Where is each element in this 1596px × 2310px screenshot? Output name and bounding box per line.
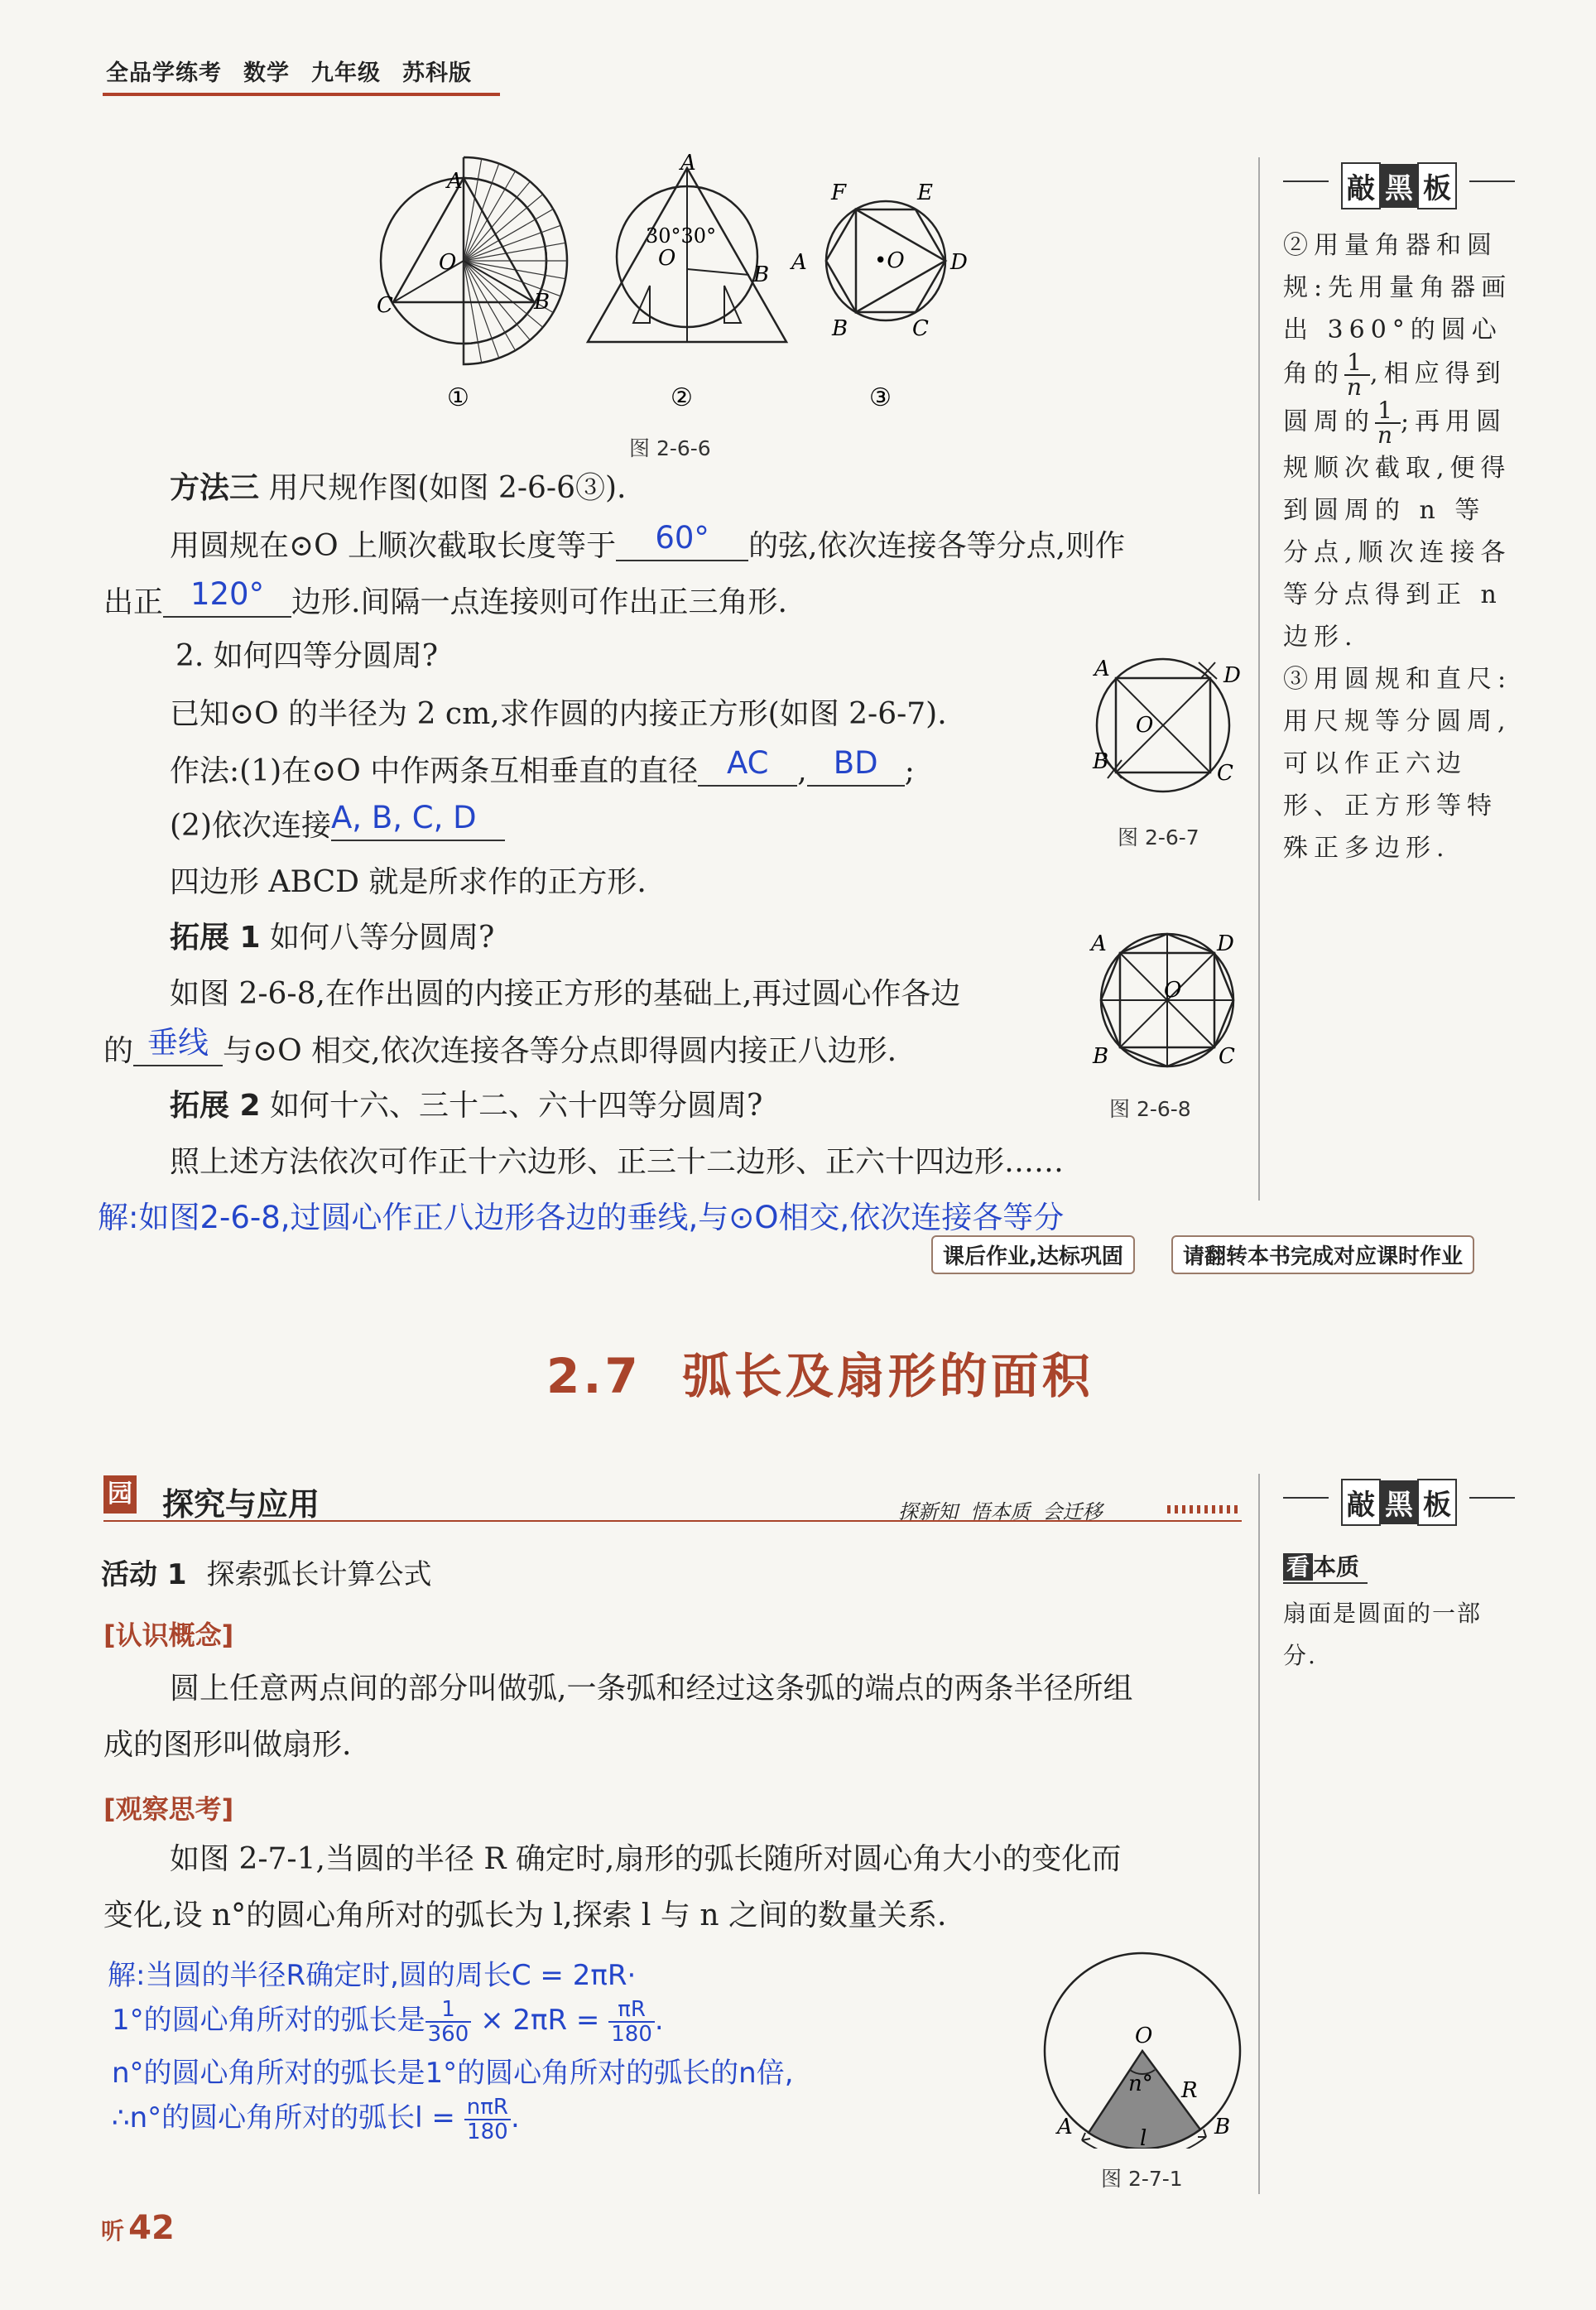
page-footer bbox=[101, 2209, 175, 2247]
text: 用圆规在⊙O 上顺次截取长度等于 bbox=[170, 529, 617, 563]
label-d: D bbox=[1217, 931, 1234, 956]
answer-ac: AC bbox=[727, 745, 769, 781]
ext1-title: 拓展 1 bbox=[170, 921, 261, 955]
text: ③用圆规和直尺:用尺规等分圆周,可以作正六边形、正方形等特殊正多边形. bbox=[1283, 665, 1512, 863]
label-d: D bbox=[950, 250, 968, 275]
text: ②用量角器和圆规:先用量角器画出 360°的圆心角的 bbox=[1283, 231, 1512, 388]
fig-2-6-6-2 bbox=[588, 153, 786, 412]
answer-60: 60° bbox=[655, 520, 709, 556]
solution2-line1: 解:当圆的半径R确定时,圆的周长C = 2πR· bbox=[108, 1959, 637, 1992]
method3-title-line bbox=[170, 471, 627, 505]
label-c: C bbox=[377, 293, 393, 318]
solution2-line4 bbox=[112, 2095, 520, 2144]
figure-2-6-6 bbox=[364, 153, 993, 426]
title-char: 黑 bbox=[1381, 164, 1417, 208]
title-char: 敲 bbox=[1341, 162, 1381, 209]
label-a: A bbox=[1094, 657, 1110, 681]
ext2-question: 如何十六、三十二、六十四等分圆周? bbox=[260, 1089, 763, 1123]
figure-2-6-7 bbox=[1076, 646, 1267, 811]
listen-mark: 听 bbox=[101, 2217, 125, 2245]
fig-2-6-6-1 bbox=[377, 157, 567, 412]
text: ,相应得到圆周的 bbox=[1283, 359, 1507, 436]
title-char: 敲 bbox=[1341, 1479, 1381, 1526]
explore-underline bbox=[103, 1520, 1242, 1522]
sidebar-divider bbox=[1258, 1474, 1260, 2194]
label-b: B bbox=[753, 262, 770, 287]
den: 360 bbox=[427, 2021, 469, 2047]
ext1-question: 如何八等分圆周? bbox=[260, 921, 495, 955]
sidebar-title bbox=[1283, 162, 1515, 209]
book-header bbox=[106, 55, 493, 87]
concept-line1: 圆上任意两点间的部分叫做弧,一条弧和经过这条弧的端点的两条半径所组 bbox=[170, 1672, 1133, 1706]
q2-result: 四边形 ABCD 就是所求作的正方形. bbox=[170, 865, 647, 899]
text: 边形.间隔一点连接则可作出正三角形. bbox=[291, 585, 787, 619]
explore-title: 探究与应用 bbox=[162, 1486, 320, 1523]
ext1-line2 bbox=[103, 1025, 897, 1068]
method3-line2 bbox=[103, 576, 787, 619]
blank-1 bbox=[616, 520, 748, 561]
label-a: A bbox=[680, 153, 696, 176]
den: n bbox=[1377, 421, 1399, 449]
observe-line1: 如图 2-7-1,当圆的半径 R 确定时,扇形的弧长随所对圆心角大小的变化而 bbox=[170, 1842, 1122, 1876]
tag-flip-book: 请翻转本书完成对应课时作业 bbox=[1171, 1235, 1474, 1274]
solution2-line3: n°的圆心角所对的弧长是1°的圆心角所对的弧长的n倍, bbox=[112, 2057, 794, 2090]
text: 与⊙O 相交,依次连接各等分点即得圆内接正八边形. bbox=[223, 1034, 897, 1068]
answer-abcd: A, B, C, D bbox=[331, 800, 477, 835]
ext1-line1: 如图 2-6-8,在作出圆的内接正方形的基础上,再过圆心作各边 bbox=[170, 977, 961, 1011]
rule bbox=[1469, 180, 1515, 182]
num: nπR bbox=[464, 2096, 511, 2120]
fraction bbox=[464, 2096, 511, 2144]
label-a: A bbox=[447, 169, 463, 194]
label-a: A bbox=[791, 250, 807, 275]
label-c: C bbox=[1219, 1044, 1235, 1069]
ext1-title-line bbox=[170, 923, 494, 953]
label-e: E bbox=[917, 180, 933, 205]
rule bbox=[1469, 1497, 1515, 1499]
label-b: B bbox=[534, 290, 550, 315]
label-l: l bbox=[1140, 2126, 1147, 2149]
num: 1 bbox=[1344, 351, 1370, 376]
title-char: 板 bbox=[1417, 1479, 1457, 1526]
blank-ac bbox=[698, 745, 797, 787]
header-underline bbox=[103, 93, 500, 96]
tagline-dots bbox=[1167, 1505, 1242, 1514]
observe-line2: 变化,设 n°的圆心角所对的弧长为 l,探索 l 与 n 之间的数量关系. bbox=[103, 1899, 947, 1932]
num: πR bbox=[608, 1998, 655, 2023]
label-b: B bbox=[1093, 749, 1109, 774]
label-o: O bbox=[439, 250, 457, 275]
label-o: •O bbox=[874, 248, 905, 273]
caption-2-7-1: 图 2-7-1 bbox=[1101, 2167, 1183, 2191]
den: 180 bbox=[611, 2021, 652, 2047]
method3-title: 方法三 bbox=[170, 471, 260, 505]
text: . bbox=[654, 2004, 664, 2037]
answer-120: 120° bbox=[190, 576, 265, 612]
label-d: D bbox=[1223, 663, 1241, 688]
q2-step2 bbox=[170, 800, 505, 843]
section-number: 2.7 bbox=[546, 1348, 642, 1404]
explore-tagline: 探新知 悟本质 会迁移 bbox=[898, 1500, 1103, 1523]
answer-bd: BD bbox=[833, 745, 878, 781]
sidebar-1 bbox=[1283, 162, 1515, 869]
activity-label: 活动 1 bbox=[101, 1558, 187, 1591]
text: ; bbox=[904, 754, 915, 788]
label-a: A bbox=[1091, 931, 1107, 956]
tag-homework: 课后作业,达标巩固 bbox=[931, 1235, 1135, 1274]
concept-line2: 成的图形叫做扇形. bbox=[103, 1728, 352, 1762]
q2-step1 bbox=[170, 745, 915, 788]
essence-note: 扇面是圆面的一部分. bbox=[1283, 1600, 1483, 1669]
rule bbox=[1283, 180, 1329, 182]
sidebar-2 bbox=[1283, 1479, 1515, 1677]
text: . bbox=[510, 2101, 520, 2134]
ext2-title-line bbox=[170, 1091, 762, 1121]
num: 1 bbox=[1375, 399, 1401, 424]
angle-label: 30°30° bbox=[646, 224, 717, 248]
label-c: C bbox=[1217, 761, 1233, 786]
sidebar-title bbox=[1283, 1479, 1515, 1526]
sidebar-divider bbox=[1258, 157, 1260, 1201]
caption-2-6-7: 图 2-6-7 bbox=[1118, 825, 1199, 849]
blank-perp bbox=[133, 1025, 223, 1066]
essence-text: 本质 bbox=[1313, 1553, 1360, 1581]
blank-abcd bbox=[331, 800, 505, 841]
answer-perpendicular: 垂线 bbox=[147, 1025, 209, 1061]
ext2-line1: 照上述方法依次可作正十六边形、正三十二边形、正六十四边形…… bbox=[170, 1145, 1065, 1179]
page-number: 42 bbox=[128, 2209, 175, 2247]
subject: 数学 bbox=[243, 60, 290, 86]
label-o: O bbox=[1136, 713, 1154, 738]
observe-heading: [观察思考] bbox=[103, 1793, 234, 1825]
essence-label bbox=[1283, 1549, 1368, 1584]
handwritten-solution-1: 解:如图2-6-8,过圆心作正八边形各边的垂线,与⊙O相交,依次连接各等分 bbox=[98, 1200, 1065, 1235]
section-title: 弧长及扇形的面积 bbox=[682, 1348, 1094, 1404]
kan-badge: 看 bbox=[1283, 1553, 1313, 1581]
q2-given: 已知⊙O 的半径为 2 cm,求作圆的内接正方形(如图 2-6-7). bbox=[170, 697, 947, 731]
section-heading bbox=[546, 1337, 1094, 1407]
label-o: O bbox=[658, 246, 676, 271]
text: 的 bbox=[103, 1034, 134, 1068]
ext2-title: 拓展 2 bbox=[170, 1089, 261, 1123]
figure-2-6-8 bbox=[1076, 921, 1267, 1086]
figure-2-7-1 bbox=[1031, 1950, 1246, 2149]
text: ∴n°的圆心角所对的弧长l = bbox=[112, 2101, 455, 2134]
text: (2)依次连接 bbox=[170, 809, 331, 843]
num: 1 bbox=[425, 1998, 472, 2023]
series-name: 全品学练考 bbox=[106, 60, 222, 86]
label-f: F bbox=[831, 180, 847, 205]
label-a: A bbox=[1057, 2115, 1073, 2139]
fig-2-6-6-3 bbox=[790, 180, 968, 412]
sub-label-3: ③ bbox=[869, 383, 892, 412]
activity-title: 探索弧长计算公式 bbox=[206, 1558, 432, 1591]
blank-bd bbox=[807, 745, 905, 787]
title-char: 板 bbox=[1417, 162, 1457, 209]
edition: 苏科版 bbox=[402, 60, 472, 86]
fraction-1-over-n bbox=[1375, 399, 1401, 447]
label-b: B bbox=[1214, 2115, 1231, 2139]
text: 1°的圆心角所对的弧长是 bbox=[112, 2004, 425, 2037]
label-c: C bbox=[912, 316, 929, 341]
den: n bbox=[1347, 373, 1368, 401]
label-n-degrees: n° bbox=[1128, 2072, 1153, 2096]
text: 出正 bbox=[103, 585, 164, 619]
rule bbox=[1283, 1497, 1329, 1499]
label-o: O bbox=[1135, 2024, 1153, 2048]
label-o: O bbox=[1164, 978, 1182, 1003]
sub-label-2: ② bbox=[671, 383, 693, 412]
label-r: R bbox=[1181, 2078, 1198, 2103]
activity1-heading bbox=[101, 1552, 432, 1592]
method3-title-rest: 用尺规作图(如图 2-6-6③). bbox=[259, 471, 627, 505]
blank-2 bbox=[163, 576, 291, 618]
fraction bbox=[608, 1998, 655, 2046]
caption-2-6-6: 图 2-6-6 bbox=[629, 436, 711, 460]
sub-label-1: ① bbox=[447, 383, 469, 412]
caption-2-6-8: 图 2-6-8 bbox=[1109, 1097, 1191, 1121]
q2-title: 2. 如何四等分圆周? bbox=[175, 639, 439, 673]
text: , bbox=[797, 754, 807, 788]
grade: 九年级 bbox=[311, 60, 381, 86]
title-char: 黑 bbox=[1381, 1480, 1417, 1524]
den: 180 bbox=[467, 2119, 508, 2144]
method3-line1 bbox=[170, 520, 1126, 563]
text: × 2πR = bbox=[480, 2004, 600, 2037]
solution2-line2 bbox=[112, 1997, 664, 2046]
concept-heading: [认识概念] bbox=[103, 1619, 234, 1651]
label-b: B bbox=[832, 316, 848, 341]
fraction bbox=[425, 1998, 472, 2046]
text: ;再用圆规顺次截取,便得到圆周的 n 等分点,顺次连接各等分点得到正 n 边形. bbox=[1283, 407, 1512, 652]
text: 的弦,依次连接各等分点,则作 bbox=[748, 529, 1126, 563]
explore-badge: 园 bbox=[103, 1475, 137, 1514]
label-b: B bbox=[1093, 1044, 1109, 1069]
fraction-1-over-n bbox=[1344, 351, 1370, 399]
text: 作法:(1)在⊙O 中作两条互相垂直的直径 bbox=[170, 754, 699, 788]
sidebar-text bbox=[1283, 224, 1515, 869]
